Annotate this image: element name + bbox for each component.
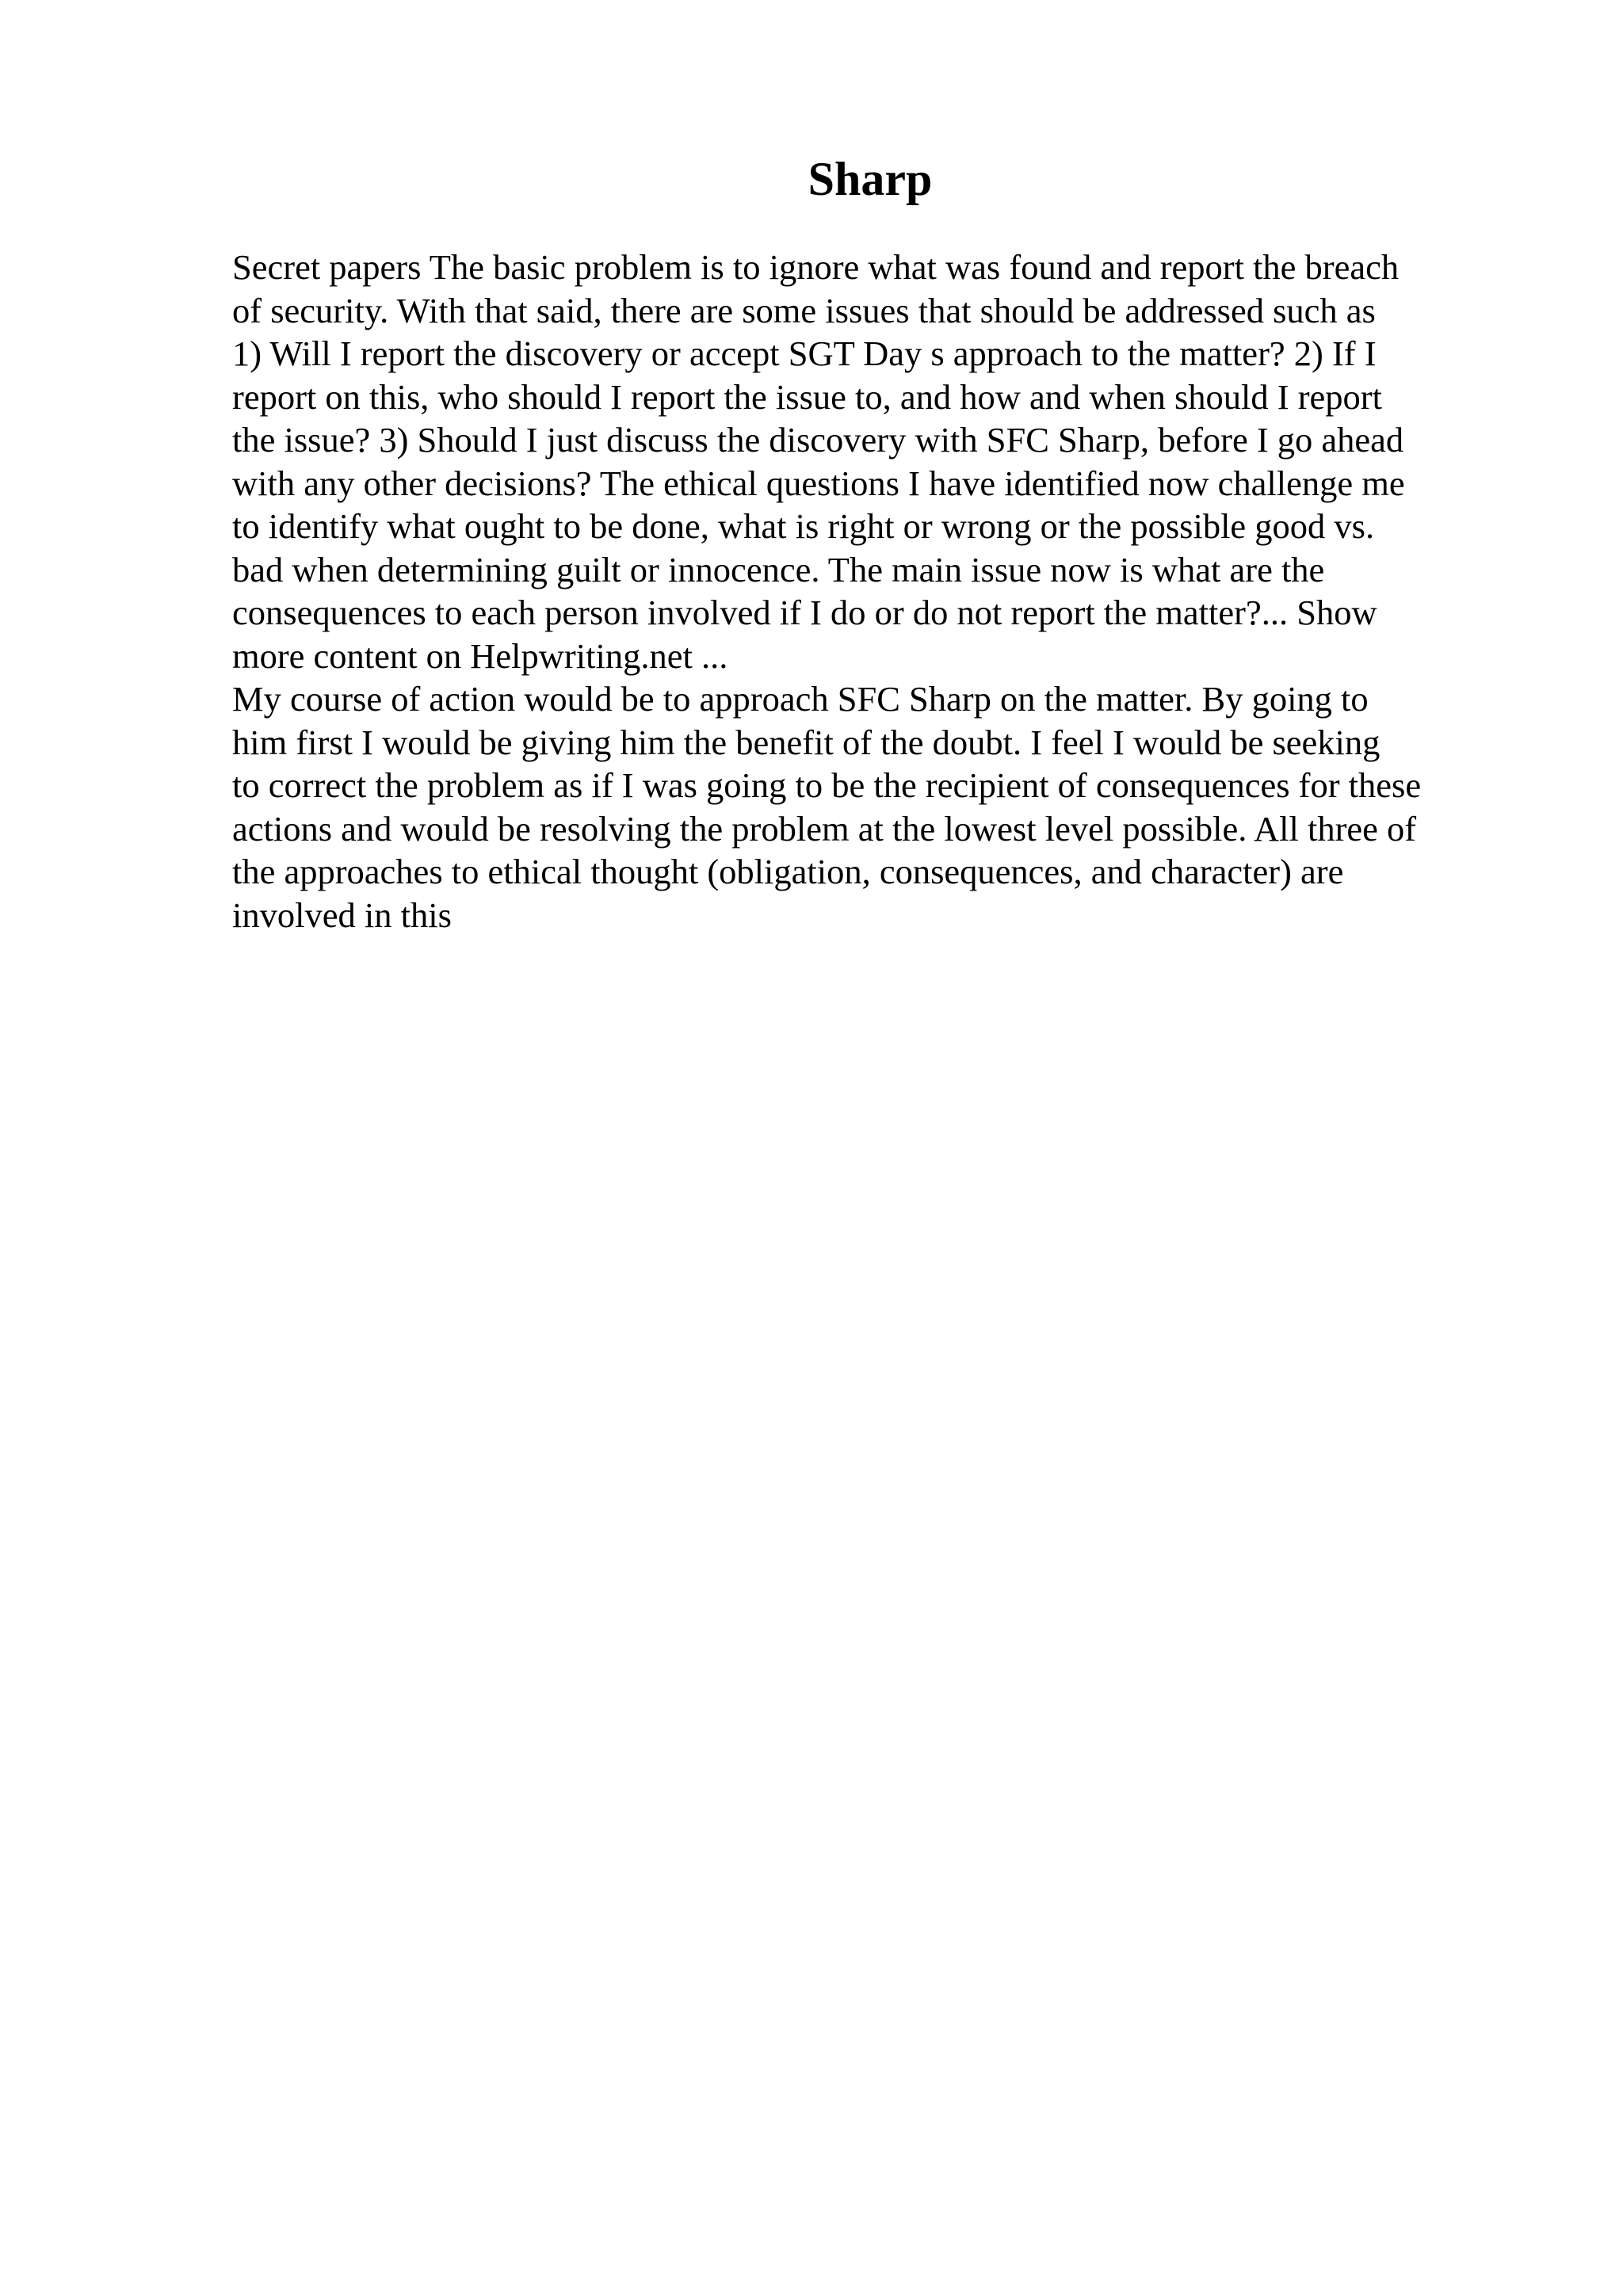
text-line: involved in this xyxy=(232,894,452,935)
text-line: with any other decisions? The ethical questions I have identified now challenge me xyxy=(232,463,1405,503)
text-line: to correct the problem as if I was going to be the recipient of consequences for these xyxy=(232,765,1422,805)
text-line: report on this, who should I report the issue to, and how and when should I report xyxy=(232,376,1382,417)
text-line: 1) Will I report the discovery or accept SGT Day s approach to the matter? 2) If I xyxy=(232,334,1377,373)
document-title: Sharp xyxy=(808,153,933,205)
paragraph-2 xyxy=(232,677,1595,936)
document-body xyxy=(232,246,1595,936)
text-line: him first I would be giving him the benefit of the doubt. I feel I would be seeking xyxy=(232,722,1381,762)
text-line: My course of action would be to approach SFC Sharp on the matter. By going to xyxy=(232,679,1369,719)
text-line: of security. With that said, there are some issues that should be addressed such as xyxy=(232,290,1376,330)
text-line: more content on Helpwriting.net ... xyxy=(232,635,728,676)
text-line: the approaches to ethical thought (obligation, consequences, and character) are xyxy=(232,852,1344,891)
text-line: consequences to each person involved if I do or do not report the matter?... Show xyxy=(232,593,1377,632)
text-line: Secret papers The basic problem is to ignore what was found and report the breach xyxy=(232,247,1400,287)
text-line: bad when determining guilt or innocence. The main issue now is what are the xyxy=(232,549,1325,589)
text-line: actions and would be resolving the problem at the lowest level possible. All three of xyxy=(232,808,1417,849)
paragraph-1 xyxy=(232,246,1595,677)
text-line: to identify what ought to be done, what is right or wrong or the possible good vs. xyxy=(232,506,1375,546)
text-line: the issue? 3) Should I just discuss the discovery with SFC Sharp, before I go ahead xyxy=(232,420,1404,460)
